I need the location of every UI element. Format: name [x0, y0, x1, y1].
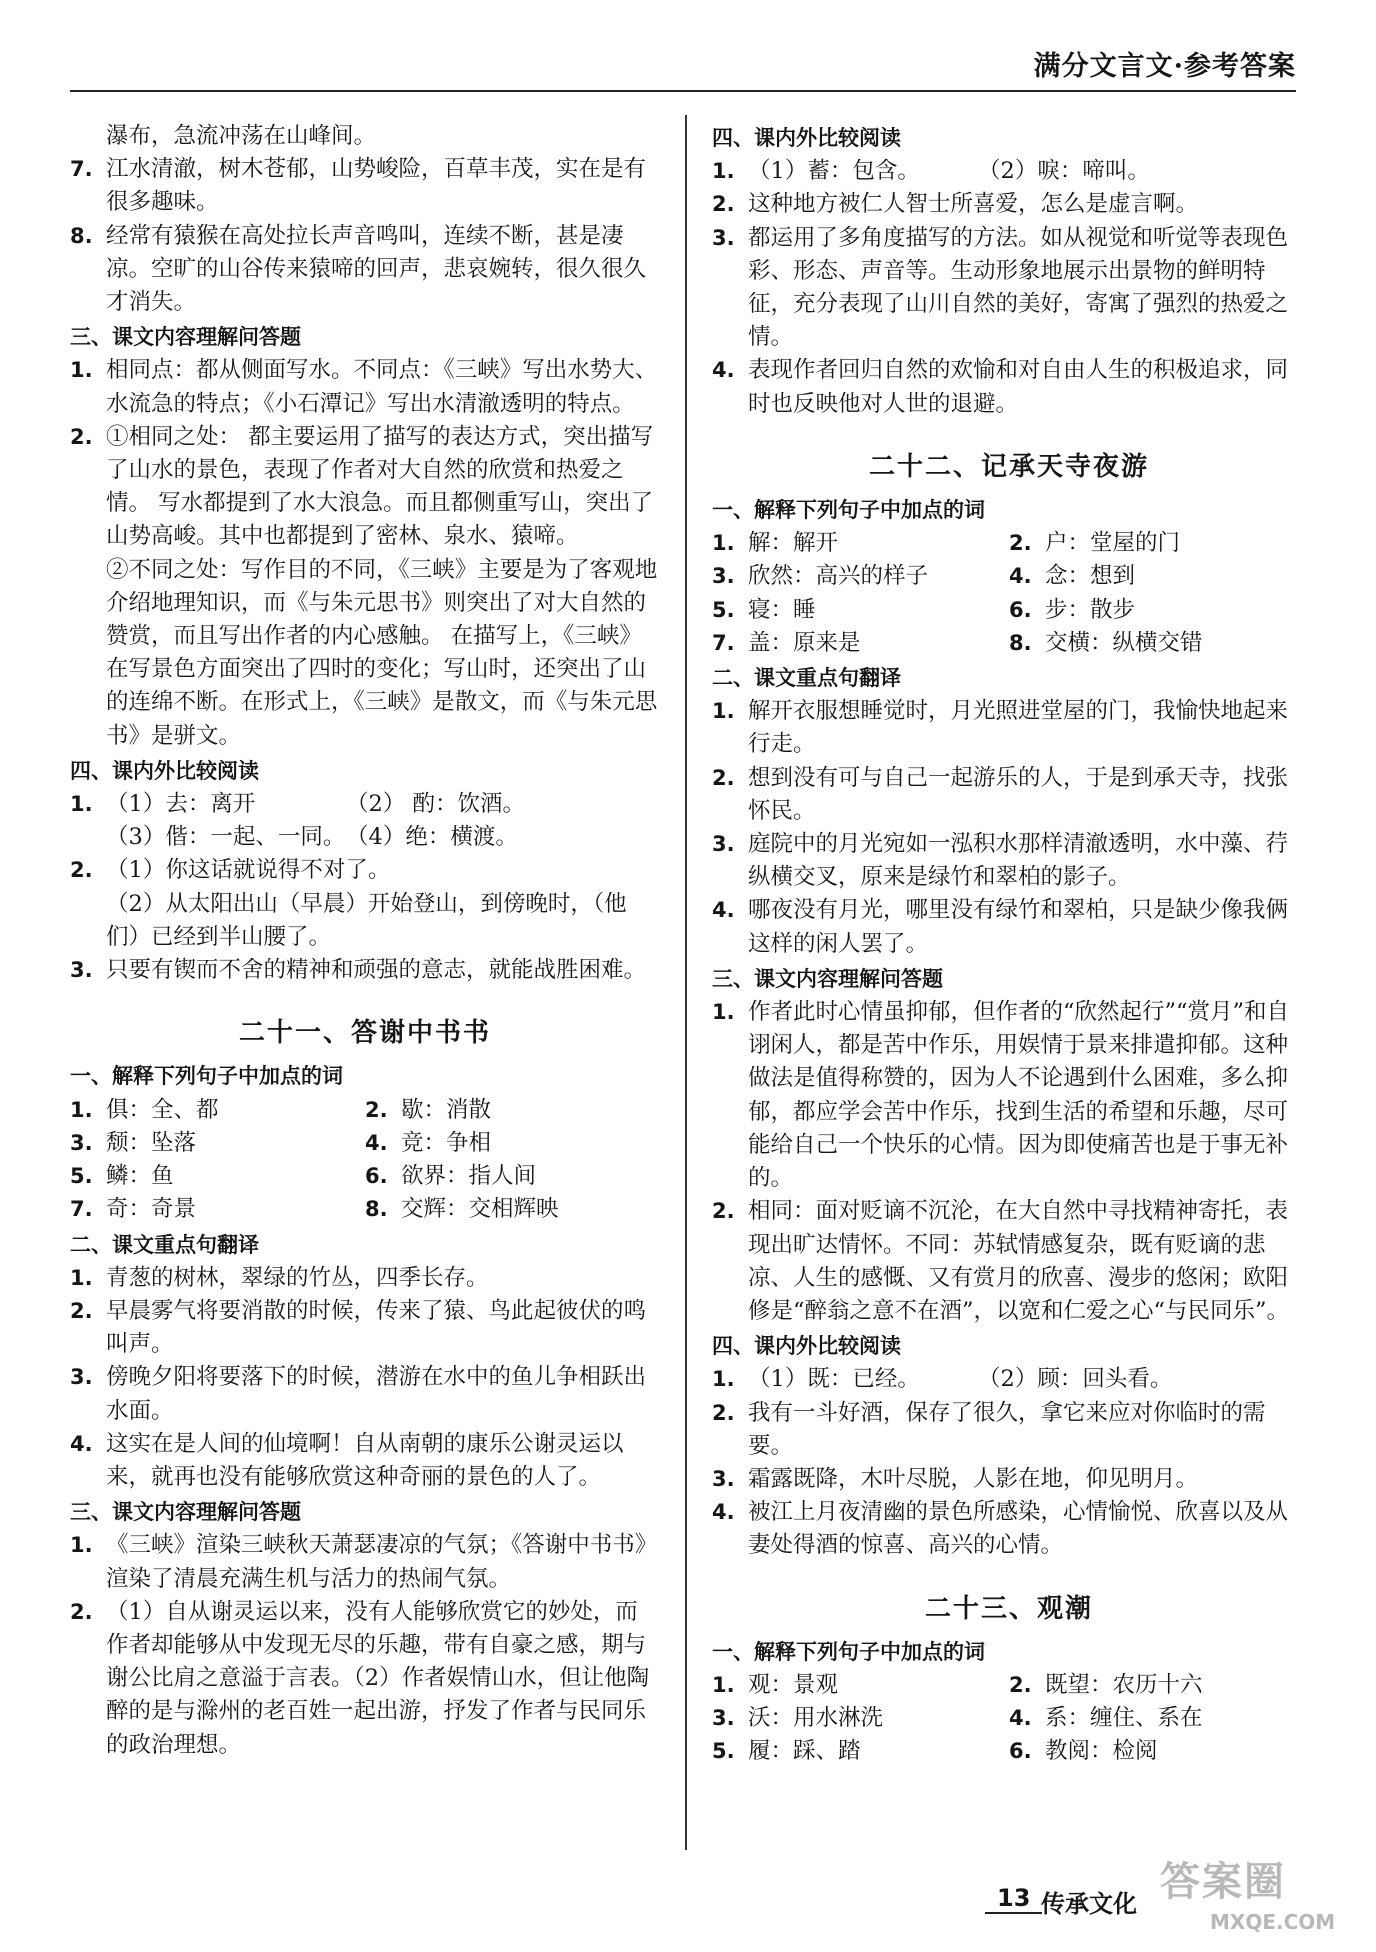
item-text: 念：想到 [1045, 563, 1136, 590]
section-heading: 三、课文内容理解问答题 [70, 325, 301, 350]
item-number: 4. [712, 898, 735, 923]
item-number: 4. [1009, 564, 1032, 589]
item-number: 3. [712, 225, 735, 250]
item-number: 2. [70, 424, 93, 449]
answer-item [712, 695, 1306, 761]
item-number: 2. [1009, 1672, 1032, 1697]
item-number: 2. [70, 858, 93, 883]
right-column [712, 120, 1306, 1769]
item-text: 欲界：指人间 [401, 1163, 537, 1190]
answer-item [712, 894, 1306, 960]
answer-item [70, 1428, 660, 1494]
header-rule [70, 90, 1296, 92]
publisher-name: 传承文化 [1041, 1890, 1137, 1918]
word-grid [712, 527, 1306, 660]
section-heading: 一、解释下列句子中加点的词 [712, 1639, 985, 1664]
left-column [70, 120, 660, 1762]
item-number: 2. [712, 1199, 735, 1224]
answer-item [70, 1529, 660, 1595]
answer-item [712, 1463, 1306, 1496]
answer-item [70, 153, 660, 219]
translation-list [70, 1262, 660, 1494]
item-number: 1. [70, 792, 93, 817]
item-number: 3. [712, 1466, 735, 1491]
item-number: 3. [712, 832, 735, 857]
answer-item [712, 155, 1306, 188]
item-number: 5. [70, 1164, 93, 1189]
right-items [712, 188, 1306, 420]
item-number: 3. [70, 958, 93, 983]
page-number: 13 [985, 1884, 1042, 1914]
answer-item [70, 421, 660, 753]
item-text: 奇：奇景 [106, 1196, 197, 1223]
item-text: 经常有猿猴在高处拉长声音鸣叫，连续不断，甚是凄凉。空旷的山谷传来猿啼的回声，悲哀婉转，很久很久才消失。 [106, 222, 647, 316]
item-text: ①相同之处： 都主要运用了描写的表达方式，突出描写了山水的景色，表现了作者对大自然的欣赏和热爱之情。 写水都提到了水大浪急。而且都侧重写山，突出了山势高峻。其中也都提到了密林、泉水、猿啼。 [106, 423, 654, 550]
item-text: 作者此时心情虽抑郁，但作者的“欣然起行”“赏月”和自诩闲人，都是苦中作乐，用娱情于景来排遣抑郁。这种做法是值得称赞的，因为人不论遇到什么困难，多么抑郁，都应学会苦中作乐，找到生活的希望和乐趣，尽可能给自己一个快乐的心情。因为即使痛苦也是于事无补的。 [748, 999, 1290, 1192]
answer-item [365, 1193, 660, 1226]
answer-item [70, 854, 660, 954]
item-number: 7. [70, 1197, 93, 1222]
item-text: 都运用了多角度描写的方法。如从视觉和听觉等表现色彩、形态、声音等。生动形象地展示出景物的鲜明特征，充分表现了山川自然的美好，寄寓了强烈的热爱之情。 [748, 224, 1289, 351]
qa-list [70, 1529, 660, 1761]
answer-item [712, 222, 1306, 355]
answer-item [365, 1094, 660, 1127]
item-number: 1. [712, 159, 735, 184]
item-text: 只要有锲而不舍的精神和顽强的意志，就能战胜困难。 [106, 957, 647, 984]
item-number: 5. [712, 1739, 735, 1764]
item-text: 既望：农历十六 [1045, 1671, 1203, 1698]
word-grid [70, 1094, 660, 1227]
item-number: 2. [1009, 531, 1032, 556]
option-row [106, 788, 660, 821]
answer-item [1009, 1702, 1306, 1735]
answer-item [712, 996, 1306, 1195]
item-text: 沃：用水淋洗 [748, 1705, 884, 1732]
item-number: 4. [712, 358, 735, 383]
answer-item [1009, 560, 1306, 593]
left-items-a [70, 153, 660, 319]
answer-item [712, 1669, 1009, 1702]
item-number: 1. [70, 358, 93, 383]
option-text: （3）偕：一起、一同。 [106, 824, 346, 851]
item-text: 青葱的树林，翠绿的竹丛，四季长存。 [106, 1264, 489, 1291]
item-text: 哪夜没有月光，哪里没有绿竹和翠柏，只是缺少像我俩这样的闲人罢了。 [748, 897, 1289, 957]
section-heading: 二、课文重点句翻译 [712, 666, 901, 691]
item-number: 2. [712, 1400, 735, 1425]
item-text: 霜露既降，木叶尽脱，人影在地，仰见明月。 [748, 1465, 1199, 1492]
comparison-list [712, 1397, 1306, 1563]
item-text: 交横：纵横交错 [1045, 629, 1203, 656]
item-number: 2. [70, 1599, 93, 1624]
answer-item [712, 762, 1306, 828]
item-text: （1）自从谢灵运以来，没有人能够欣赏它的妙处，而作者却能够从中发现无尽的乐趣，带有自豪之感，期与谢公比肩之意溢于言表。（2）作者娱情山水，但让他陶醉的是与滁州的老百姓一起出游，抒发了作者与民同乐的政治理想。 [106, 1598, 650, 1758]
option-text: （1）蓄：包含。 [748, 158, 920, 185]
item-number: 3. [70, 1130, 93, 1155]
answer-item [70, 1094, 365, 1127]
item-text: 这实在是人间的仙境啊！自从南朝的康乐公谢灵运以来，就再也没有能够欣赏这种奇丽的景色的人了。 [106, 1430, 624, 1490]
option-text: （1）既：已经。 [748, 1366, 920, 1393]
article-title: 二十三、观潮 [924, 1593, 1093, 1624]
item-number: 7. [712, 630, 735, 655]
section-heading: 四、课内外比较阅读 [70, 758, 259, 783]
watermark-url: MXQE.COM [1210, 1910, 1336, 1934]
answer-item [70, 1262, 660, 1295]
answer-item [70, 954, 660, 987]
item-text: 解：解开 [748, 530, 839, 557]
option-text: （2） 酌：饮酒。 [346, 791, 525, 818]
article-title: 二十一、答谢中书书 [238, 1018, 491, 1049]
item-text: 江水清澈，树木苍郁，山势峻险，百草丰茂，实在是有很多趣味。 [106, 156, 647, 216]
answer-item [70, 354, 660, 420]
option-text: （2）唳：啼叫。 [978, 158, 1150, 185]
item-text: 歇：消散 [401, 1096, 492, 1123]
item-number: 2. [365, 1097, 388, 1122]
answer-item [70, 1160, 365, 1193]
answer-item [712, 594, 1009, 627]
item-text: 《三峡》渲染三峡秋天萧瑟凄凉的气氛；《答谢中书书》渲染了清晨充满生机与活力的热闹气氛。 [106, 1532, 658, 1592]
answer-item [712, 828, 1306, 894]
option-text: （2）顾：回头看。 [978, 1366, 1173, 1393]
section-heading: 一、解释下列句子中加点的词 [712, 498, 985, 523]
item-number: 1. [70, 1097, 93, 1122]
answer-item [712, 1397, 1306, 1463]
answer-item [1009, 1735, 1306, 1768]
answer-item [712, 1702, 1009, 1735]
item-text: 盖：原来是 [748, 629, 861, 656]
item-number: 8. [1009, 630, 1032, 655]
item-number: 3. [712, 564, 735, 589]
answer-item [712, 527, 1009, 560]
answer-item [70, 788, 660, 854]
answer-item [70, 1596, 660, 1762]
item-number: 6. [1009, 1739, 1032, 1764]
item-text: 这种地方被仁人智士所喜爱，怎么是虚言啊。 [748, 191, 1199, 218]
item-number: 2. [712, 192, 735, 217]
item-number: 1. [712, 1672, 735, 1697]
option-text: （4）绝：横渡。 [346, 824, 518, 851]
item-number: 4. [70, 1431, 93, 1456]
item-text: 被江上月夜清幽的景色所感染，心情愉悦、欣喜以及从妻处得酒的惊喜、高兴的心情。 [748, 1499, 1289, 1559]
item-number: 8. [365, 1197, 388, 1222]
answer-item [712, 1496, 1306, 1562]
answer-item [1009, 1669, 1306, 1702]
item-number: 4. [365, 1130, 388, 1155]
item-number: 1. [712, 1367, 735, 1392]
item-text: 系：缠住、系在 [1045, 1705, 1203, 1732]
answer-item [712, 560, 1009, 593]
section-heading: 四、课内外比较阅读 [712, 1334, 901, 1359]
item-text: 竞：争相 [401, 1129, 492, 1156]
item-number: 3. [70, 1365, 93, 1390]
section-heading: 三、课文内容理解问答题 [70, 1500, 301, 1525]
item-text: 鳞：鱼 [106, 1163, 174, 1190]
item-number: 1. [712, 531, 735, 556]
option-row [748, 155, 1306, 188]
item-number: 5. [712, 597, 735, 622]
answer-item [70, 1361, 660, 1427]
option-row [106, 821, 660, 854]
answer-item [1009, 627, 1306, 660]
item-number: 2. [712, 765, 735, 790]
item-number: 8. [70, 223, 93, 248]
answer-item [365, 1160, 660, 1193]
answer-item [70, 1193, 365, 1226]
watermark-logo [1150, 1850, 1350, 1940]
item-text: （1）你这话就说得不对了。 [106, 857, 391, 884]
item-text: 早晨雾气将要消散的时候，传来了猿、鸟此起彼伏的鸣叫声。 [106, 1297, 647, 1358]
item-text: 履：踩、踏 [748, 1738, 861, 1765]
answer-item [70, 1127, 365, 1160]
item-number: 7. [70, 157, 93, 182]
item-text: 步：散步 [1045, 596, 1136, 623]
answer-item [712, 1363, 1306, 1396]
section-heading: 一、解释下列句子中加点的词 [70, 1064, 343, 1089]
item-text: 教阅：检阅 [1045, 1738, 1158, 1765]
article-title: 二十二、记承天寺夜游 [868, 451, 1149, 482]
item-number: 1. [70, 1265, 93, 1290]
answer-item [1009, 527, 1306, 560]
item-text: 寝：睡 [748, 596, 816, 623]
item-number: 4. [1009, 1706, 1032, 1731]
option-row [748, 1363, 1306, 1396]
item-text: 我有一斗好酒，保存了很久，拿它来应对你临时的需要。 [748, 1399, 1266, 1459]
answer-item [712, 188, 1306, 221]
answer-item [365, 1127, 660, 1160]
item-text: 欣然：高兴的样子 [748, 563, 929, 590]
item-text: 观：景观 [748, 1671, 839, 1698]
section-heading: 二、课文重点句翻译 [70, 1232, 259, 1257]
item-text: 傍晚夕阳将要落下的时候，潜游在水中的鱼儿争相跃出水面。 [106, 1364, 647, 1424]
answer-item [1009, 594, 1306, 627]
item-text: 相同点：都从侧面写水。不同点：《三峡》写出水势大、水流急的特点；《小石潭记》写出水清澈透明的特点。 [106, 357, 658, 417]
item-number: 2. [70, 1298, 93, 1323]
item-text: ②不同之处：写作目的不同，《三峡》主要是为了客观地介绍地理知识，而《与朱元思书》则突出了对大自然的赞赏，而且写出作者的内心感触。 在描写上，《三峡》在写景色方面突出了四时的变化；写山时，还突出了山的连绵不断。在形式上，《三峡》是散文，而《与朱元思书》是骈文。 [106, 556, 658, 749]
answer-item [70, 1295, 660, 1361]
item-text: 表现作者回归自然的欢愉和对自由人生的积极追求，同时也反映他对人世的退避。 [748, 357, 1289, 417]
item-number: 1. [712, 1000, 735, 1025]
page-header [70, 38, 1296, 86]
watermark-text: 答案圈 [1160, 1859, 1286, 1905]
item-text: 俱：全、都 [106, 1096, 219, 1123]
item-text: 相同：面对贬谪不沉沦，在大自然中寻找精神寄托，表现出旷达情怀。不同：苏轼情感复杂，既有贬谪的悲凉、人生的感慨、又有赏月的欣喜、漫步的悠闲；欧阳修是“醉翁之意不在酒”，以宽和仁爱之心“与民同乐”。 [748, 1198, 1290, 1324]
continued-text: 瀑布，急流冲荡在山峰间。 [106, 123, 377, 149]
item-text: （2）从太阳出山（早晨）开始登山，到傍晚时，（他们）已经到半山腰了。 [106, 890, 627, 950]
item-text: 交辉：交相辉映 [401, 1196, 559, 1223]
answer-item [712, 354, 1306, 420]
item-text: 解开衣服想睡觉时，月光照进堂屋的门，我愉快地起来行走。 [748, 698, 1289, 758]
item-text: 庭院中的月光宛如一泓积水那样清澈透明，水中藻、荇纵横交叉，原来是绿竹和翠柏的影子。 [748, 831, 1289, 891]
header-title: 满分文言文·参考答案 [1033, 51, 1296, 82]
item-number: 1. [712, 699, 735, 724]
item-number: 3. [712, 1706, 735, 1731]
answer-item [70, 220, 660, 320]
answer-item [712, 627, 1009, 660]
item-number: 6. [365, 1164, 388, 1189]
item-number: 4. [712, 1500, 735, 1525]
item-text: 想到没有可与自己一起游乐的人，于是到承天寺，找张怀民。 [748, 764, 1289, 824]
translation-list [712, 695, 1306, 961]
section-heading: 四、课内外比较阅读 [712, 126, 901, 150]
section-heading: 三、课文内容理解问答题 [712, 966, 943, 991]
answer-item [712, 1735, 1009, 1768]
option-text: （1）去：离开 [106, 791, 256, 818]
word-grid [712, 1669, 1306, 1769]
item-text: 户：堂屋的门 [1045, 530, 1181, 557]
item-number: 6. [1009, 597, 1032, 622]
item-text: 颓：坠落 [106, 1129, 197, 1156]
answer-item [712, 1195, 1306, 1328]
qa-list [712, 996, 1306, 1328]
item-number: 1. [70, 1533, 93, 1558]
column-divider [685, 115, 687, 1850]
